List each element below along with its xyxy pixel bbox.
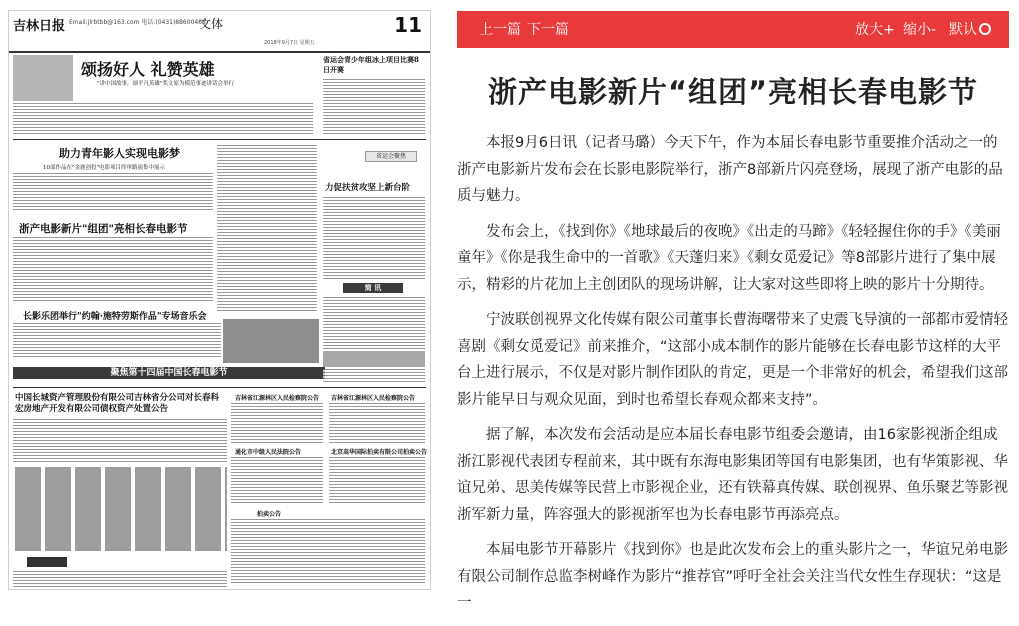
text-block [13,103,313,135]
festival-band: 聚焦第十四届中国长春电影节 [13,367,325,379]
text-block [13,571,227,587]
notice-court1[interactable]: 吉林省江源林区人民检察院公告 [235,395,320,402]
prev-article-button[interactable]: 上一篇 [479,22,521,38]
next-article-button[interactable]: 下一篇 [527,22,569,38]
article-paragraph: 据了解，本次发布会活动是应本届长春电影节组委会邀请，由16家影视浙企组成浙江影视代表团专程前来，其中既有东海电影集团等国有电影集团，也有华策影视、华谊兄弟、思美传媒等民营上市影视企业，还有铁幕真传媒、联创视界、鱼乐聚艺等影视浙军新力量，阵容强大的影视浙军也为长春电影节再添亮点。 [457,427,1008,523]
headline-main[interactable]: 颂扬好人 礼赞英雄 [81,60,215,79]
notice-ad1[interactable]: 通化市中级人民法院公告 [235,449,302,456]
headline-main-sub: "讲中国故事，颂平凡英雄"奖文原为模范事迹讲话会举行 [97,81,235,87]
article-body [457,130,1009,626]
reset-zoom-button[interactable] [949,21,991,39]
newspaper-section: 文体 [199,17,224,31]
article-paragraph: 本报9月6日讯（记者马璐）今天下午，作为本届长春电影节重要推介活动之一的浙产电影新片发布会在长影电影院举行，浙产8部新片闪亮登场，展现了浙产电影的品质与魅力。 [457,135,1003,204]
article-paragraph: 本届电影节开幕影片《找到你》也是此次发布会上的重头影片之一，华谊兄弟电影有限公司制作总监李树峰作为影片“推荐官”呼吁全社会关注当代女性生存现状：“这是一 [457,542,1008,611]
text-block [323,197,425,281]
newspaper-logo: 吉林日报 [13,19,66,34]
column-badge: 省运会聚焦 [365,151,417,162]
text-block [13,419,227,463]
notice-table [15,467,227,551]
article-title: 浙产电影新片“组团”亮相长春电影节 [487,75,979,109]
story-logo-image [13,55,73,101]
headline-poverty[interactable]: 力促扶贫攻坚上新台阶 [325,183,411,193]
divider [13,387,426,388]
text-block [231,403,323,443]
headline-young-film-sub: 10部作品在"金鹿创投"电影项目终审路演集中展示 [43,165,166,171]
text-block [13,323,221,359]
reset-circle-icon [979,23,991,35]
text-block [217,145,317,313]
news-brief-label: 简 讯 [343,283,403,293]
headline-zhejiang-film[interactable]: 浙产电影新片"组团"亮相长春电影节 [19,223,188,235]
newspaper-date: 2018年9月7日 星期五 [264,40,315,46]
zoom-out-button[interactable]: 缩小- [903,22,937,38]
text-block [13,237,213,301]
text-block [323,369,425,383]
newspaper-page-number: 11 [394,13,422,37]
divider [13,139,426,140]
notice-ad2[interactable]: 北京高华国际拍卖有限公司拍卖公告 [331,449,428,456]
headline-concert[interactable]: 长影乐团举行"约翰·施特劳斯作品"专场音乐会 [23,312,207,322]
text-block [329,403,425,443]
news-photo [323,351,425,367]
newspaper-page-thumbnail[interactable] [8,10,431,590]
zoom-in-button[interactable]: 放大+ [855,22,895,38]
text-block [323,297,425,349]
text-block [13,173,213,211]
notice-court2[interactable]: 吉林省江源林区人民检察院公告 [331,395,416,402]
text-block [323,79,425,135]
article-content [457,48,1009,611]
article-toolbar [457,11,1009,48]
text-block [329,457,425,505]
article-paragraph: 宁波联创视界文化传媒有限公司董事长曹海曙带来了史震飞导演的一部都市爱情轻喜剧《剩女觅爱记》前来推介，“这部小成本制作的影片能够在长春电影节这样的大平台上进行展示，不仅是对影片制作团队的肯定，更是一个非常好的机会，希望我们这部影片能早日与观众见面，到时也希望长春观众都来支持”。 [457,312,1008,408]
notice-greatwall[interactable]: 中国长城资产管理股份有限公司吉林省分公司对长春科宏房地产开发有限公司债权资产处置公告 [15,393,220,414]
headline-young-film[interactable]: 助力青年影人实现电影梦 [59,147,180,160]
headline-top-right[interactable]: 省运会青少年组冰上项目比赛8日开赛 [323,55,419,74]
reset-zoom-label: 默认 [949,22,977,38]
newspaper-contact: Email:jlrbtbb@163.com 电话:(0431)88600468 [69,19,206,26]
newspaper-masthead [9,11,430,53]
notice-ad3[interactable]: 拍卖公告 [257,511,282,518]
text-block [231,457,323,505]
notice-tag [27,557,67,567]
concert-photo [223,319,319,363]
text-block [231,519,425,585]
article-paragraph: 发布会上，《找到你》《地球最后的夜晚》《出走的马蹄》《轻轻握住你的手》《美丽童年》《你是我生命中的一首歌》《天蓬归来》《剩女觅爱记》等8部影片进行了集中展示，精彩的片花加上主创团队的现场讲解，让大家对这些即将上映的影片十分期待。 [457,223,1001,293]
